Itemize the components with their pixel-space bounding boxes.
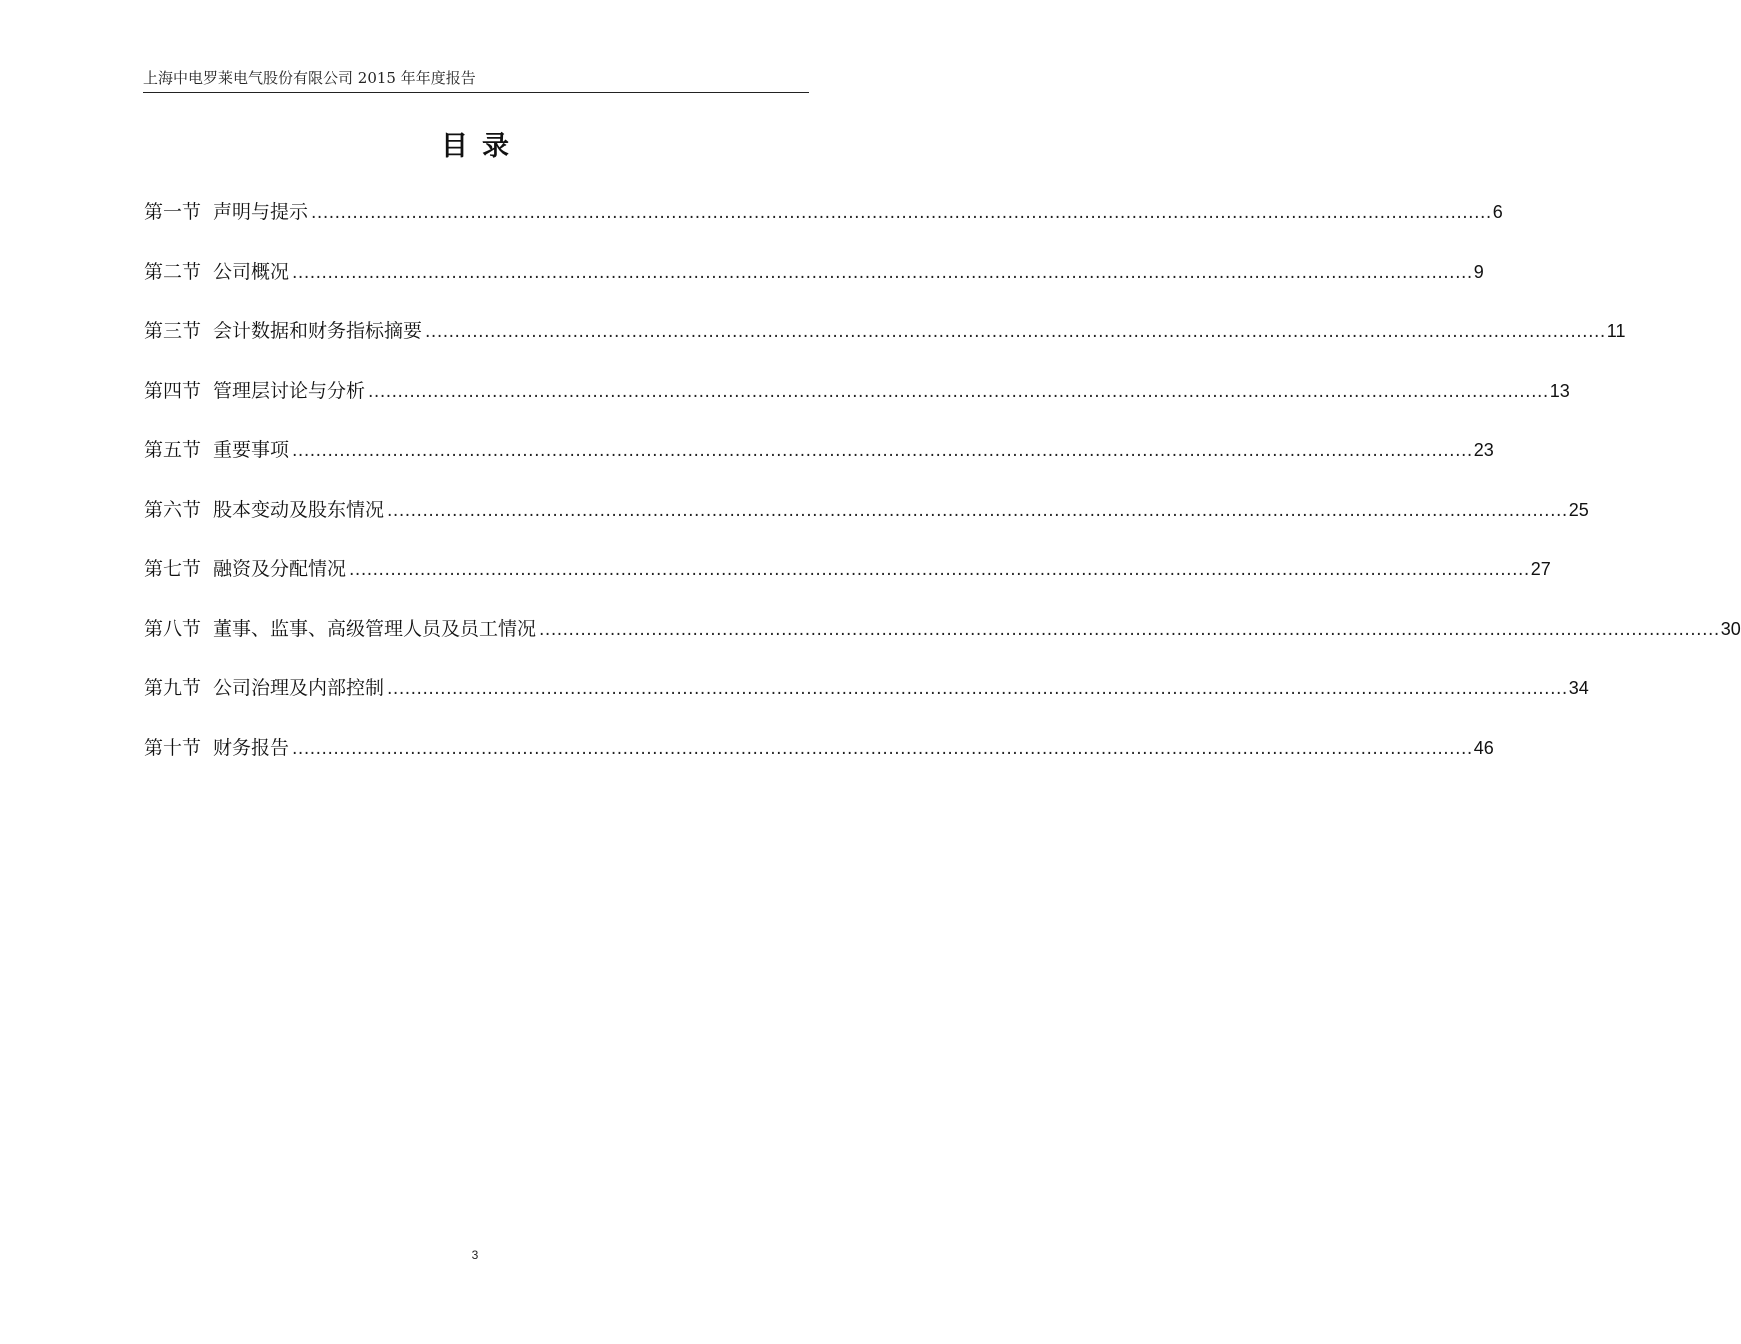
toc-dot-leader: ........................................................................................................................................................................................................ bbox=[425, 322, 1606, 342]
toc-chapter: 第七节 bbox=[144, 558, 202, 580]
toc-dot-leader: ........................................................................................................................................................................................................ bbox=[292, 441, 1473, 461]
toc-page-number: 46 bbox=[1473, 737, 1494, 758]
toc-entry[interactable] bbox=[144, 196, 1503, 228]
toc-label: 股本变动及股东情况 bbox=[213, 498, 385, 521]
toc-chapter: 第五节 bbox=[144, 439, 202, 461]
toc-chapter: 第三节 bbox=[144, 320, 202, 342]
toc-entry[interactable] bbox=[144, 315, 1626, 347]
toc-label: 公司概况 bbox=[213, 260, 290, 283]
toc-label: 公司治理及内部控制 bbox=[213, 677, 385, 699]
toc-label: 会计数据和财务指标摘要 bbox=[213, 320, 423, 342]
toc-label: 管理层讨论与分析 bbox=[213, 379, 366, 402]
toc-entry[interactable] bbox=[144, 494, 1589, 526]
toc-chapter: 第二节 bbox=[144, 260, 202, 283]
toc-entry[interactable] bbox=[144, 553, 1551, 585]
toc-page-number: 23 bbox=[1473, 440, 1494, 460]
toc-page-number: 9 bbox=[1473, 261, 1484, 282]
toc-page-number: 25 bbox=[1568, 499, 1589, 520]
header-title: 上海中电罗莱电气股份有限公司 2015 年年度报告 bbox=[143, 69, 476, 87]
page-number: 3 bbox=[471, 1248, 479, 1262]
toc-title: 目录 bbox=[441, 131, 523, 162]
toc-dot-leader: ........................................................................................................................................................................................................ bbox=[539, 619, 1720, 640]
toc-entry[interactable] bbox=[144, 434, 1494, 466]
toc-dot-leader: ........................................................................................................................................................................................................ bbox=[368, 381, 1549, 402]
toc-dot-leader: ........................................................................................................................................................................................................ bbox=[349, 560, 1530, 580]
toc-page-number: 6 bbox=[1492, 202, 1503, 222]
toc-page-number: 30 bbox=[1720, 618, 1741, 639]
toc-dot-leader: ........................................................................................................................................................................................................ bbox=[387, 679, 1568, 699]
toc-label: 财务报告 bbox=[213, 736, 290, 759]
page-header bbox=[143, 64, 809, 93]
toc-page-number: 13 bbox=[1549, 380, 1570, 401]
toc-page-number: 11 bbox=[1606, 321, 1626, 341]
toc-label: 融资及分配情况 bbox=[213, 558, 347, 580]
toc-entry[interactable] bbox=[144, 732, 1494, 764]
toc-dot-leader: ........................................................................................................................................................................................................ bbox=[292, 262, 1473, 283]
toc-page-number: 27 bbox=[1530, 559, 1551, 579]
toc-label: 董事、监事、高级管理人员及员工情况 bbox=[213, 617, 537, 640]
toc-entry[interactable] bbox=[144, 375, 1570, 407]
toc-chapter: 第一节 bbox=[144, 201, 202, 223]
toc-chapter: 第八节 bbox=[144, 617, 202, 640]
toc-dot-leader: ........................................................................................................................................................................................................ bbox=[292, 738, 1473, 759]
toc-chapter: 第十节 bbox=[144, 736, 202, 759]
toc-dot-leader: ........................................................................................................................................................................................................ bbox=[387, 500, 1568, 521]
toc-entry[interactable] bbox=[144, 256, 1484, 288]
toc-dot-leader: ........................................................................................................................................................................................................ bbox=[311, 203, 1492, 223]
toc-chapter: 第六节 bbox=[144, 498, 202, 521]
toc-label: 重要事项 bbox=[213, 439, 290, 461]
toc-chapter: 第四节 bbox=[144, 379, 202, 402]
toc-entry[interactable] bbox=[144, 672, 1589, 704]
toc-label: 声明与提示 bbox=[213, 201, 309, 223]
toc-page-number: 34 bbox=[1568, 678, 1589, 698]
toc-entry[interactable] bbox=[144, 613, 1741, 645]
toc-chapter: 第九节 bbox=[144, 677, 202, 699]
